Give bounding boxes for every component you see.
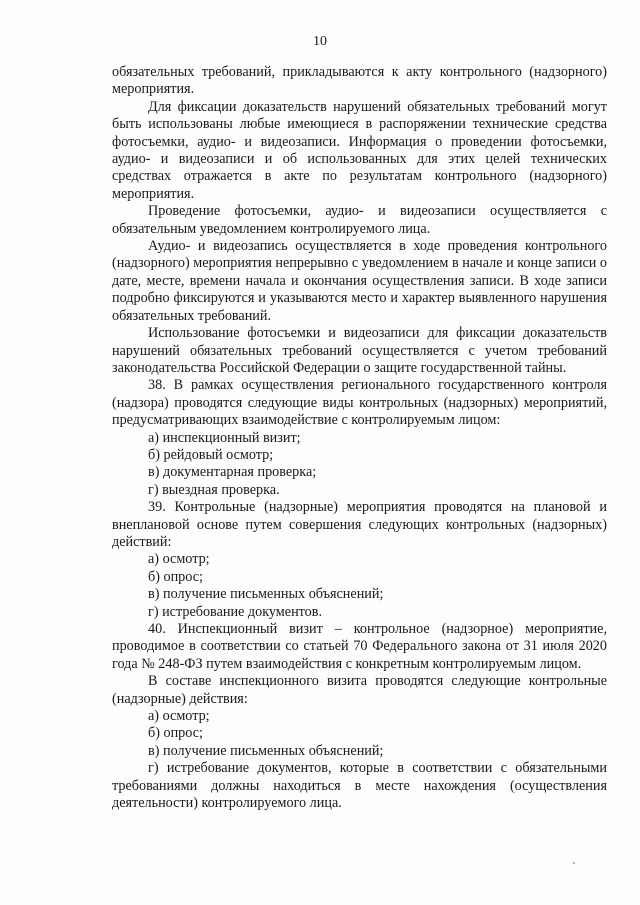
page-number: 10: [313, 34, 327, 49]
list-item: а) осмотр;: [148, 708, 210, 725]
list-item: в) документарная проверка;: [148, 464, 317, 481]
document-body: [112, 64, 607, 812]
clause-39: 39. Контрольные (надзорные) мероприятия проводятся на плановой и внеплановой основе путем совершения следующих контрольных (надзорных) действий:: [112, 499, 607, 550]
list-item: б) опрос;: [148, 568, 203, 585]
list-item: в) получение письменных объяснений;: [148, 586, 384, 603]
paragraph-notification: Проведение фотосъемки, аудио- и видеозаписи осуществляется с обязательным уведомлением контролируемого лица.: [112, 203, 607, 237]
list-item: б) рейдовый осмотр;: [148, 446, 274, 463]
list-item: а) инспекционный визит;: [148, 429, 301, 446]
clause-38: 38. В рамках осуществления регионального государственного контроля (надзора) проводятся следующие виды контрольных (надзорных) мероприятий, предусматривающих взаимодействие с контролируемым лицом:: [112, 377, 607, 429]
list-item: г) истребование документов.: [148, 603, 323, 620]
paragraph-state-secret: Использование фотосъемки и видеозаписи для фиксации доказательств нарушений обязательных требований осуществляется с учетом требований законодательства Российской Федерации о защите государственной тайны.: [112, 325, 607, 376]
paragraph-recording-process: Аудио- и видеозапись осуществляется в ходе проведения контрольного (надзорного) мероприятия непрерывно с уведомлением в начале и конце записи о дате, месте, времени начала и окончания осуществления записи. В ходе записи подробно фиксируются и указываются место и характер выявленного нарушения обязательных требований.: [112, 238, 607, 324]
list-item: б) опрос;: [148, 725, 203, 742]
paragraph-evidence-recording: Для фиксации доказательств нарушений обязательных требований могут быть использованы любые имеющиеся в распоряжении технические средства фотосъемки, аудио- и видеозаписи. Информация о проведении фотосъемки, аудио- и видеозаписи и об использованных для этих целей технических средствах отражается в акте по результатам контрольного (надзорного) мероприятия.: [112, 98, 607, 202]
list-item: г) выездная проверка.: [148, 481, 280, 498]
clause-40: 40. Инспекционный визит – контрольное (надзорное) мероприятие, проводимое в соответствии со статьей 70 Федерального закона от 31 июля 2020 года № 248-ФЗ путем взаимодействия с конкретным контролируемым лицом.: [112, 621, 607, 672]
list-item: в) получение письменных объяснений;: [148, 742, 384, 759]
scan-speck: [573, 862, 575, 864]
paragraph-document-request: г) истребование документов, которые в соответствии с обязательными требованиями должны находиться в месте нахождения (осуществления деятельности) контролируемого лица.: [112, 760, 607, 812]
paragraph-continuation: обязательных требований, прикладываются к акту контрольного (надзорного) мероприятия.: [112, 64, 607, 98]
list-item: а) осмотр;: [148, 551, 210, 568]
paragraph-inspection-actions: В составе инспекционного визита проводятся следующие контрольные (надзорные) действия:: [112, 673, 607, 707]
